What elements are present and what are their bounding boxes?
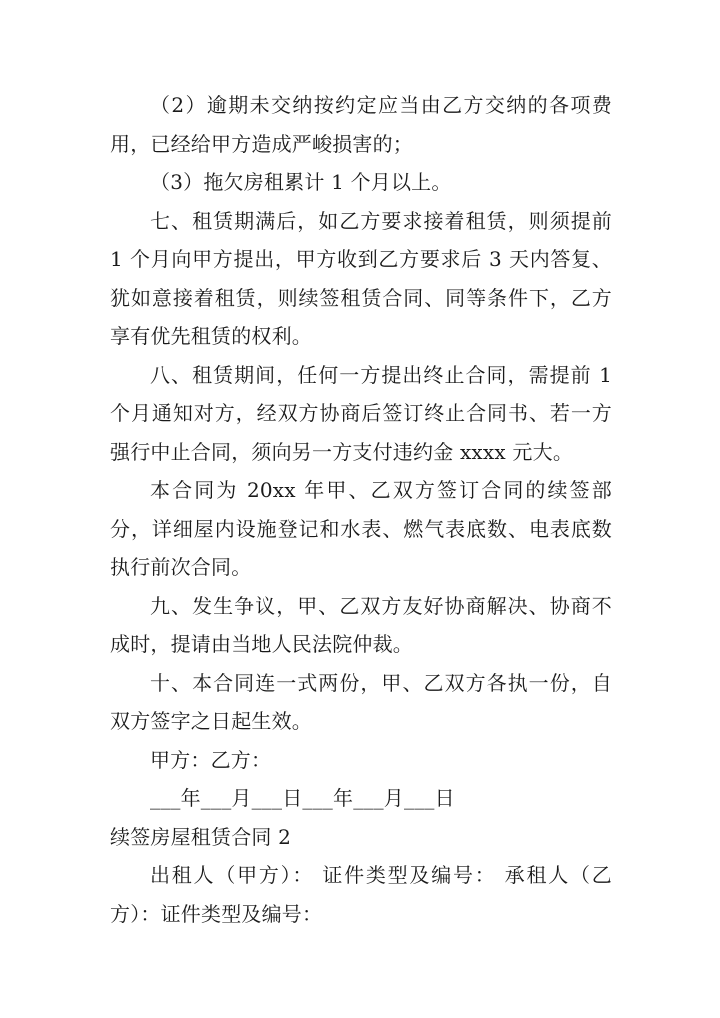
clause-overdue-fees: （2）逾期未交纳按约定应当由乙方交纳的各项费用，已经给甲方造成严峻损害的； (110, 93, 612, 156)
party-signature-line: 甲方：乙方： (150, 747, 272, 772)
clause-eight-termination: 八、租赁期间，任何一方提出终止合同，需提前 1 个月通知对方，经双方协商后签订终止合同书、若一方强行中止合同，须向另一方支付违约金 xxxx 元大。 (110, 362, 612, 464)
clause-ten-effect: 十、本合同连一式两份，甲、乙双方各执一份，自双方签字之日起生效。 (110, 670, 612, 733)
clause-seven-renewal: 七、租赁期满后，如乙方要求接着租赁，则须提前 1 个月向甲方提出，甲方收到乙方要求后 3 天内答复、犹如意接着租赁，则续签租赁合同、同等条件下，乙方享有优先租赁的权利。 (110, 208, 612, 348)
clause-rent-arrears: （3）拖欠房租累计 1 个月以上。 (150, 170, 452, 194)
parties-id-line: 出租人（甲方）： 证件类型及编号： 承租人（乙方）：证件类型及编号： (110, 863, 612, 926)
section-heading: 续签房屋租赁合同 2 (110, 824, 292, 849)
clause-nine-dispute: 九、发生争议，甲、乙双方友好协商解决、协商不成时，提请由当地人民法院仲裁。 (110, 593, 612, 656)
date-signature-line: ___年___月___日___年___月___日 (150, 786, 455, 810)
document-body (110, 86, 612, 933)
clause-renewal-note: 本合同为 20xx 年甲、乙双方签订合同的续签部分，详细屋内设施登记和水表、燃气表底数、电表底数执行前次合同。 (110, 478, 612, 579)
